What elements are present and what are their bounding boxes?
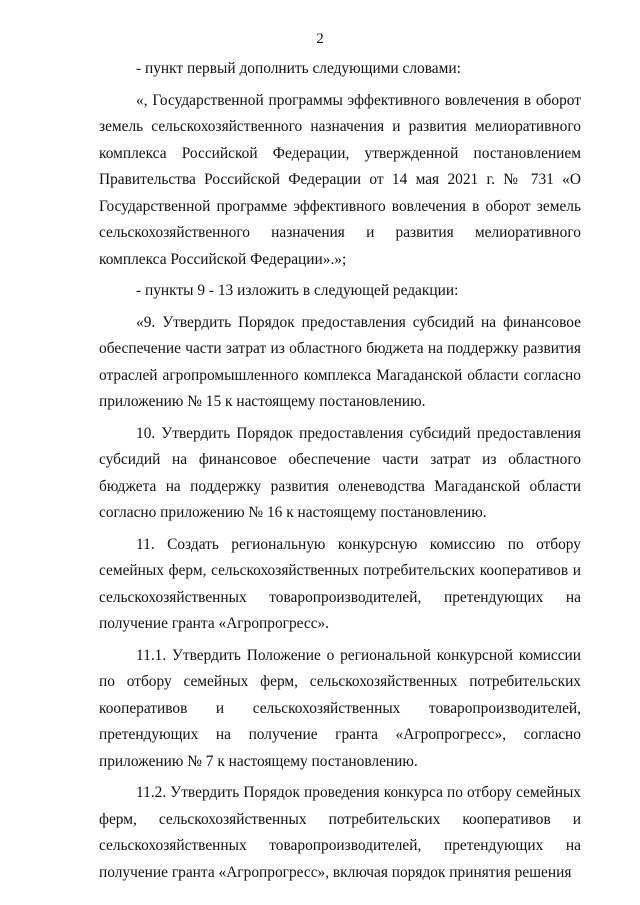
document-body [99, 56, 581, 891]
paragraph-amend-point-one: - пункт первый дополнить следующими словами: [136, 60, 461, 77]
page-number: 2 [316, 31, 324, 47]
paragraph-points-9-13: - пункты 9 - 13 изложить в следующей редакции: [136, 282, 459, 299]
paragraph-state-program-quote: «, Государственной программы эффективного вовлечения в оборот земель сельскохозяйственного назначения и развития мелиоративного комплекса Российской Федерации, утвержденной постановлением Правительства Российской Федерации от 14 мая 2021 г. № 731 «О Государственной программе эффективного вовлечения в оборот земель сельскохозяйственного назначения и развития мелиоративного комплекса Российской Федерации».»; [99, 91, 581, 268]
paragraph-item-11-1: 11.1. Утвердить Положение о региональной конкурсной комиссии по отбору семейных ферм, сельскохозяйственных потребительских кооперативов и сельскохозяйственных товаропроизводителей, претендующих на получение гранта «Агропрогресс», согласно приложению № 7 к настоящему постановлению. [99, 646, 581, 770]
paragraph-item-11-2: 11.2. Утвердить Порядок проведения конкурса по отбору семейных ферм, сельскохозяйственных потребительских кооперативов и сельскохозяйственных товаропроизводителей, претендующих на получение гранта «Агропрогресс», включая порядок принятия решения [99, 784, 581, 881]
paragraph-item-10: 10. Утвердить Порядок предоставления субсидий предоставления субсидий на финансовое обеспечение части затрат из областного бюджета на поддержку развития оленеводства Магаданской области согласно приложению № 16 к настоящему постановлению. [99, 424, 581, 521]
paragraph-item-11: 11. Создать региональную конкурсную комиссию по отбору семейных ферм, сельскохозяйственных потребительских кооперативов и сельскохозяйственных товаропроизводителей, претендующих на получение гранта «Агропрогресс». [99, 535, 581, 632]
paragraph-item-9: «9. Утвердить Порядок предоставления субсидий на финансовое обеспечение части затрат из областного бюджета на поддержку развития отраслей агропромышленного комплекса Магаданской области согласно приложению № 15 к настоящему постановлению. [99, 313, 581, 410]
